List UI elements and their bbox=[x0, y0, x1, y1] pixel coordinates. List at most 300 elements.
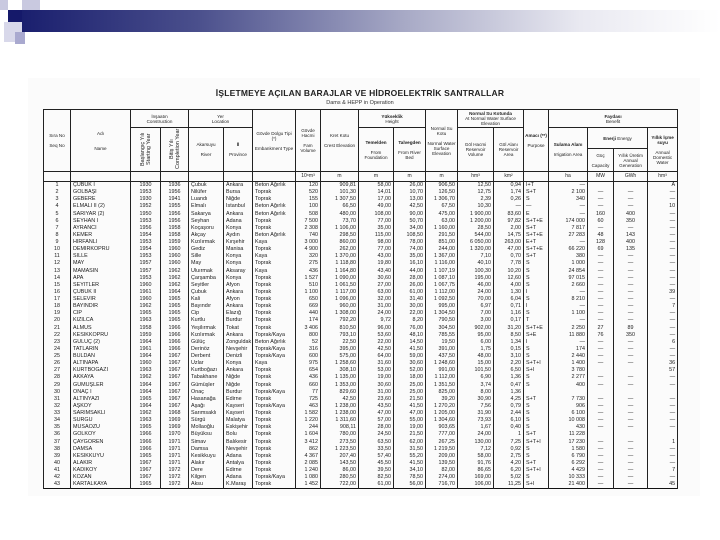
table-row bbox=[44, 346, 678, 353]
cell-purpose: S bbox=[524, 353, 549, 360]
decorative-square bbox=[15, 32, 25, 44]
cell-height-foundation: 96,00 bbox=[359, 325, 394, 332]
cell-start-year: 1966 bbox=[131, 439, 161, 446]
cell-purpose: S bbox=[524, 275, 549, 282]
cell-province: Konya bbox=[224, 275, 253, 282]
cell-height-riverbed: 35,00 bbox=[394, 253, 426, 260]
cell-height-riverbed: 78,50 bbox=[394, 474, 426, 481]
cell-domestic-water: — bbox=[648, 424, 678, 431]
cell-annual-generation: — bbox=[614, 453, 648, 460]
cell-irrigation-area: — bbox=[549, 239, 588, 246]
table-row bbox=[44, 353, 678, 360]
cell-capacity: — bbox=[588, 196, 614, 203]
cell-annual-generation: — bbox=[614, 474, 648, 481]
cell-irrigation-area: 4 429 bbox=[549, 467, 588, 474]
cell-reservoir-area: 6,10 bbox=[494, 417, 524, 424]
cell-annual-generation: — bbox=[614, 289, 648, 296]
cell-capacity bbox=[588, 367, 614, 374]
cell-irrigation-area: — bbox=[549, 303, 588, 310]
cell-height-riverbed: 55,00 bbox=[394, 417, 426, 424]
cell-river: Gümüşler bbox=[189, 382, 224, 389]
cell-name: AKKAYA bbox=[71, 374, 131, 381]
cell-height-riverbed: 42,50 bbox=[394, 203, 426, 210]
cell-height-foundation: 77,00 bbox=[359, 246, 394, 253]
col-capacity: Güç Capacity bbox=[588, 149, 614, 172]
cell-fill-volume: 174 bbox=[296, 317, 321, 324]
cell-name: KEMER bbox=[71, 232, 131, 239]
cell-name: AYRANCI bbox=[71, 225, 131, 232]
cell-province: Balıkesir bbox=[224, 439, 253, 446]
cell-province: Ankara bbox=[224, 332, 253, 339]
cell-crest-elevation: 262,00 bbox=[321, 246, 359, 253]
cell-annual-generation: 135 bbox=[614, 246, 648, 253]
cell-reservoir-area: 2,44 bbox=[494, 410, 524, 417]
cell-height-foundation: 64,00 bbox=[359, 353, 394, 360]
cell-embankment-type: Toprak/Kaya bbox=[253, 474, 296, 481]
cell-reservoir-volume: 2,39 bbox=[458, 196, 494, 203]
cell-name: GÜMÜŞLER bbox=[71, 382, 131, 389]
cell-reservoir-volume: 1 200,00 bbox=[458, 218, 494, 225]
cell-river: Akçay bbox=[189, 232, 224, 239]
cell-river: Çubuk bbox=[189, 289, 224, 296]
cell-embankment-type: Toprak bbox=[253, 189, 296, 196]
cell-end-year: 1972 bbox=[161, 481, 189, 489]
cell-capacity: — bbox=[588, 403, 614, 410]
cell-height-foundation: 43,00 bbox=[359, 253, 394, 260]
cell-normal-water-level: 906,50 bbox=[426, 182, 458, 190]
cell-capacity: — bbox=[588, 439, 614, 446]
cell-reservoir-volume: 12,75 bbox=[458, 189, 494, 196]
cell-normal-water-level: 1 367,00 bbox=[426, 253, 458, 260]
cell-reservoir-area: 0,92 bbox=[494, 446, 524, 453]
cell-height-riverbed: 14,50 bbox=[394, 339, 426, 346]
table-row bbox=[44, 467, 678, 474]
cell-domestic-water: 6 bbox=[648, 339, 678, 346]
cell-domestic-water: — bbox=[648, 189, 678, 196]
cell-domestic-water: — bbox=[648, 296, 678, 303]
cell-capacity: — bbox=[588, 474, 614, 481]
cell-annual-generation: — bbox=[614, 446, 648, 453]
table-row bbox=[44, 211, 678, 218]
table-row bbox=[44, 253, 678, 260]
cell-fill-volume: 2 085 bbox=[296, 460, 321, 467]
cell-height-foundation: 31,00 bbox=[359, 389, 394, 396]
cell-normal-water-level: 1 304,60 bbox=[426, 417, 458, 424]
cell-capacity: — bbox=[588, 303, 614, 310]
cell-embankment-type: Toprak bbox=[253, 410, 296, 417]
cell-embankment-type: Kaya bbox=[253, 268, 296, 275]
cell-height-foundation: 58,00 bbox=[359, 182, 394, 190]
cell-reservoir-volume: 30,90 bbox=[458, 396, 494, 403]
cell-domestic-water: — bbox=[648, 325, 678, 332]
cell-normal-water-level: 274,00 bbox=[426, 474, 458, 481]
cell-embankment-type: Toprak bbox=[253, 196, 296, 203]
cell-height-riverbed: 10,70 bbox=[394, 189, 426, 196]
cell-domestic-water: A bbox=[648, 182, 678, 190]
cell-annual-generation: — bbox=[614, 481, 648, 489]
cell-name: HİRFANLI bbox=[71, 239, 131, 246]
cell-purpose: S bbox=[524, 474, 549, 481]
col-at-normal-water-level: Normal Su Kotunda At Normal Water Surface Elevation bbox=[458, 110, 524, 128]
cell-river: May bbox=[189, 260, 224, 267]
cell-annual-generation: — bbox=[614, 253, 648, 260]
cell-crest-elevation: 101,30 bbox=[321, 189, 359, 196]
cell-name: GÖLBAŞI bbox=[71, 189, 131, 196]
cell-capacity bbox=[588, 182, 614, 190]
cell-fill-volume: 7 500 bbox=[296, 218, 321, 225]
cell-reservoir-volume: 1,75 bbox=[458, 346, 494, 353]
cell-start-year: 1964 bbox=[131, 353, 161, 360]
cell-province: Konya bbox=[224, 253, 253, 260]
cell-capacity: 27 bbox=[588, 325, 614, 332]
cell-crest-elevation: 22,50 bbox=[321, 339, 359, 346]
cell-seq-no: 28 bbox=[44, 374, 71, 381]
cell-embankment-type: Kaya bbox=[253, 360, 296, 367]
cell-name: MUSAÖZÜ bbox=[71, 424, 131, 431]
cell-capacity: — bbox=[588, 417, 614, 424]
table-row bbox=[44, 303, 678, 310]
cell-name: BAYINDIR bbox=[71, 303, 131, 310]
cell-crest-elevation: 1 308,00 bbox=[321, 310, 359, 317]
cell-province: Adana bbox=[224, 474, 253, 481]
cell-crest-elevation: 1 164,80 bbox=[321, 268, 359, 275]
cell-name: GEBERE bbox=[71, 196, 131, 203]
cell-river: Onaç bbox=[189, 389, 224, 396]
cell-seq-no: 16 bbox=[44, 289, 71, 296]
table-row bbox=[44, 403, 678, 410]
cell-start-year: 1953 bbox=[131, 189, 161, 196]
cell-seq-no: 24 bbox=[44, 346, 71, 353]
cell-end-year: 1955 bbox=[161, 203, 189, 210]
cell-end-year: 1959 bbox=[161, 239, 189, 246]
cell-fill-volume: 660 bbox=[296, 382, 321, 389]
cell-crest-elevation: 395,00 bbox=[321, 346, 359, 353]
cell-crest-elevation: 1 061,50 bbox=[321, 282, 359, 289]
cell-seq-no: 11 bbox=[44, 253, 71, 260]
cell-capacity: — bbox=[588, 353, 614, 360]
cell-purpose: S bbox=[524, 346, 549, 353]
cell-end-year: 1960 bbox=[161, 260, 189, 267]
cell-purpose: S bbox=[524, 424, 549, 431]
cell-height-foundation: 9,72 bbox=[359, 317, 394, 324]
cell-irrigation-area: 6 292 bbox=[549, 460, 588, 467]
cell-fill-volume: 100 bbox=[296, 203, 321, 210]
cell-name: KESİKKÖPRÜ bbox=[71, 332, 131, 339]
cell-capacity: — bbox=[588, 410, 614, 417]
cell-seq-no: 43 bbox=[44, 481, 71, 489]
cell-height-riverbed: 62,00 bbox=[394, 439, 426, 446]
cell-reservoir-area: 14,75 bbox=[494, 232, 524, 239]
cell-crest-elevation: 1 311,60 bbox=[321, 417, 359, 424]
cell-name: KESİKKUYU bbox=[71, 453, 131, 460]
cell-start-year: 1962 bbox=[131, 410, 161, 417]
table-row bbox=[44, 332, 678, 339]
cell-irrigation-area: 2 100 bbox=[549, 189, 588, 196]
cell-reservoir-volume: 3,00 bbox=[458, 317, 494, 324]
cell-end-year: 1956 bbox=[161, 218, 189, 225]
cell-reservoir-area: 1,36 bbox=[494, 389, 524, 396]
cell-normal-water-level: 437,50 bbox=[426, 353, 458, 360]
cell-seq-no: 26 bbox=[44, 360, 71, 367]
cell-reservoir-volume: 130,00 bbox=[458, 439, 494, 446]
cell-reservoir-volume: 1 320,00 bbox=[458, 246, 494, 253]
cell-river: Mollaoğlu bbox=[189, 424, 224, 431]
cell-capacity: — bbox=[588, 310, 614, 317]
cell-annual-generation: — bbox=[614, 417, 648, 424]
cell-fill-volume: 1 604 bbox=[296, 431, 321, 438]
cell-province: Niğde bbox=[224, 382, 253, 389]
cell-name: KURTBOĞAZI bbox=[71, 367, 131, 374]
cell-annual-generation: — bbox=[614, 396, 648, 403]
cell-start-year: 1959 bbox=[131, 332, 161, 339]
cell-reservoir-area: 0,79 bbox=[494, 403, 524, 410]
cell-river: Kızılırmak bbox=[189, 332, 224, 339]
cell-end-year: 1965 bbox=[161, 296, 189, 303]
cell-embankment-type: Toprak bbox=[253, 439, 296, 446]
cell-embankment-type: Toprak bbox=[253, 218, 296, 225]
cell-river: Uzlar bbox=[189, 360, 224, 367]
cell-seq-no: 7 bbox=[44, 225, 71, 232]
cell-seq-no: 41 bbox=[44, 467, 71, 474]
cell-height-riverbed: 25,00 bbox=[394, 389, 426, 396]
cell-name: ALTINYAZI bbox=[71, 396, 131, 403]
cell-province: Bolu bbox=[224, 431, 253, 438]
cell-crest-elevation: 1 258,60 bbox=[321, 360, 359, 367]
cell-reservoir-area: 0,26 bbox=[494, 196, 524, 203]
document-title: İŞLETMEYE AÇILAN BARAJLAR VE HİDROELEKTRİK SANTRALLAR bbox=[215, 88, 505, 98]
cell-start-year: 1964 bbox=[131, 382, 161, 389]
cell-annual-generation: — bbox=[614, 467, 648, 474]
cell-purpose: S+İ bbox=[524, 481, 549, 489]
cell-fill-volume: 1 220 bbox=[296, 417, 321, 424]
cell-irrigation-area: 174 bbox=[549, 346, 588, 353]
cell-end-year: 1956 bbox=[161, 211, 189, 218]
cell-reservoir-volume: 10,30 bbox=[458, 203, 494, 210]
cell-embankment-type: Toprak bbox=[253, 296, 296, 303]
unit-volume: 10⁶m³ bbox=[296, 172, 321, 182]
cell-fill-volume: 1 100 bbox=[296, 289, 321, 296]
cell-province: Adana bbox=[224, 218, 253, 225]
cell-start-year: 1964 bbox=[131, 403, 161, 410]
cell-river: Sille bbox=[189, 253, 224, 260]
cell-height-foundation: 57,00 bbox=[359, 417, 394, 424]
cell-province: Zonguldak bbox=[224, 339, 253, 346]
table-row bbox=[44, 182, 678, 190]
cell-start-year: 1967 bbox=[131, 460, 161, 467]
cell-name: MAY bbox=[71, 260, 131, 267]
cell-reservoir-area: 4,00 bbox=[494, 282, 524, 289]
cell-irrigation-area: 2 660 bbox=[549, 282, 588, 289]
cell-embankment-type: Toprak bbox=[253, 367, 296, 374]
cell-end-year: 1962 bbox=[161, 268, 189, 275]
cell-irrigation-area: — bbox=[549, 203, 588, 210]
cell-province: Edirne bbox=[224, 396, 253, 403]
cell-reservoir-volume: 1,67 bbox=[458, 424, 494, 431]
cell-seq-no: 20 bbox=[44, 317, 71, 324]
cell-reservoir-volume: 86,65 bbox=[458, 467, 494, 474]
cell-crest-elevation: 42,50 bbox=[321, 396, 359, 403]
cell-name: KIZILCA bbox=[71, 317, 131, 324]
cell-name: TATLARİN bbox=[71, 346, 131, 353]
cell-seq-no: 12 bbox=[44, 260, 71, 267]
cell-domestic-water: — bbox=[648, 239, 678, 246]
cell-start-year: 1950 bbox=[131, 211, 161, 218]
cell-purpose: S+İ bbox=[524, 367, 549, 374]
cell-province: Antalya bbox=[224, 460, 253, 467]
cell-river: Nilüfer bbox=[189, 189, 224, 196]
cell-reservoir-volume: 169,00 bbox=[458, 474, 494, 481]
cell-start-year: 1960 bbox=[131, 296, 161, 303]
cell-river: Damsa bbox=[189, 446, 224, 453]
cell-domestic-water: — bbox=[648, 474, 678, 481]
cell-reservoir-volume: 8,00 bbox=[458, 389, 494, 396]
cell-domestic-water: — bbox=[648, 382, 678, 389]
cell-province: Adana bbox=[224, 453, 253, 460]
cell-name: ALTINAPA bbox=[71, 360, 131, 367]
col-energy: Enerji Energy bbox=[588, 128, 648, 149]
cell-embankment-type: Toprak bbox=[253, 303, 296, 310]
unit-crest: m bbox=[321, 172, 359, 182]
cell-province: Niğde bbox=[224, 196, 253, 203]
cell-river: Derinöz bbox=[189, 346, 224, 353]
cell-irrigation-area: 3 780 bbox=[549, 367, 588, 374]
unit-nwl: m bbox=[426, 172, 458, 182]
cell-name: ÇAYGÖREN bbox=[71, 439, 131, 446]
cell-purpose: — bbox=[524, 203, 549, 210]
cell-reservoir-volume: 31,90 bbox=[458, 410, 494, 417]
table-row bbox=[44, 339, 678, 346]
cell-capacity: — bbox=[588, 253, 614, 260]
cell-crest-elevation: 792,20 bbox=[321, 317, 359, 324]
cell-normal-water-level: 1 205,00 bbox=[426, 410, 458, 417]
cell-start-year: 1952 bbox=[131, 203, 161, 210]
cell-irrigation-area: — bbox=[549, 289, 588, 296]
cell-start-year: 1964 bbox=[131, 339, 161, 346]
cell-end-year: 1971 bbox=[161, 446, 189, 453]
cell-river: Kilgen bbox=[189, 474, 224, 481]
cell-seq-no: 8 bbox=[44, 232, 71, 239]
cell-river: Dere bbox=[189, 467, 224, 474]
cell-capacity: — bbox=[588, 396, 614, 403]
cell-crest-elevation: 1 135,00 bbox=[321, 374, 359, 381]
cell-purpose: İ+T bbox=[524, 182, 549, 190]
cell-height-foundation: 63,00 bbox=[359, 289, 394, 296]
unit-hr: m bbox=[394, 172, 426, 182]
cell-height-riverbed: 21,50 bbox=[394, 431, 426, 438]
cell-capacity: — bbox=[588, 446, 614, 453]
cell-name: DEMİRKÖPRÜ bbox=[71, 246, 131, 253]
cell-normal-water-level: 63,00 bbox=[426, 218, 458, 225]
cell-start-year: 1966 bbox=[131, 431, 161, 438]
cell-normal-water-level: 995,00 bbox=[426, 303, 458, 310]
table-row bbox=[44, 446, 678, 453]
cell-start-year: 1953 bbox=[131, 239, 161, 246]
unit-rv: hm³ bbox=[458, 172, 494, 182]
cell-irrigation-area: 10 008 bbox=[549, 417, 588, 424]
table-row bbox=[44, 417, 678, 424]
cell-height-riverbed: 50,70 bbox=[394, 218, 426, 225]
cell-seq-no: 9 bbox=[44, 239, 71, 246]
unit-irr: ha bbox=[549, 172, 588, 182]
cell-capacity: — bbox=[588, 453, 614, 460]
cell-name: ALAKIR bbox=[71, 460, 131, 467]
cell-annual-generation bbox=[614, 431, 648, 438]
cell-annual-generation: 89 bbox=[614, 325, 648, 332]
cell-annual-generation: — bbox=[614, 410, 648, 417]
cell-seq-no: 13 bbox=[44, 268, 71, 275]
cell-crest-elevation: 860,00 bbox=[321, 239, 359, 246]
cell-fill-volume: 725 bbox=[296, 396, 321, 403]
cell-crest-elevation: 273,50 bbox=[321, 439, 359, 446]
cell-name: ONAÇ I bbox=[71, 389, 131, 396]
cell-domestic-water: — bbox=[648, 332, 678, 339]
cell-fill-volume: 120 bbox=[296, 182, 321, 190]
cell-annual-generation: 350 bbox=[614, 332, 648, 339]
cell-embankment-type: Toprak bbox=[253, 446, 296, 453]
cell-end-year: 1962 bbox=[161, 275, 189, 282]
cell-end-year: 1969 bbox=[161, 417, 189, 424]
cell-domestic-water: 39 bbox=[648, 289, 678, 296]
cell-crest-elevation: 143,50 bbox=[321, 460, 359, 467]
cell-crest-elevation: 909,81 bbox=[321, 182, 359, 190]
cell-reservoir-area: 0,71 bbox=[494, 303, 524, 310]
cell-height-riverbed: 59,00 bbox=[394, 353, 426, 360]
cell-crest-elevation: 780,00 bbox=[321, 431, 359, 438]
cell-reservoir-volume: 70,00 bbox=[458, 296, 494, 303]
cell-annual-generation: 350 bbox=[614, 218, 648, 225]
table-row bbox=[44, 232, 678, 239]
cell-reservoir-volume: 12,50 bbox=[458, 182, 494, 190]
table-row bbox=[44, 246, 678, 253]
cell-height-riverbed: 21,50 bbox=[394, 396, 426, 403]
cell-reservoir-volume: 15,00 bbox=[458, 360, 494, 367]
cell-irrigation-area: 24 854 bbox=[549, 268, 588, 275]
col-purpose: Amacı (**) Purpose bbox=[524, 110, 549, 172]
cell-fill-volume: 1 452 bbox=[296, 481, 321, 489]
cell-capacity: 128 bbox=[588, 239, 614, 246]
cell-annual-generation: — bbox=[614, 424, 648, 431]
cell-irrigation-area: 27 283 bbox=[549, 232, 588, 239]
cell-annual-generation: — bbox=[614, 460, 648, 467]
cell-embankment-type: Toprak/Kaya bbox=[253, 403, 296, 410]
cell-reservoir-area: 3,10 bbox=[494, 353, 524, 360]
cell-normal-water-level: 1 092,50 bbox=[426, 296, 458, 303]
cell-reservoir-area: 263,00 bbox=[494, 239, 524, 246]
cell-height-foundation: 98,00 bbox=[359, 239, 394, 246]
cell-seq-no: 3 bbox=[44, 196, 71, 203]
cell-embankment-type: Beton Ağırlık bbox=[253, 339, 296, 346]
cell-reservoir-area: 12,60 bbox=[494, 275, 524, 282]
cell-normal-water-level: 1 248,60 bbox=[426, 360, 458, 367]
cell-end-year: 1958 bbox=[161, 225, 189, 232]
cell-fill-volume: 463 bbox=[296, 403, 321, 410]
cell-irrigation-area: 8 210 bbox=[549, 296, 588, 303]
cell-reservoir-area: 5,02 bbox=[494, 474, 524, 481]
cell-height-foundation: 19,80 bbox=[359, 260, 394, 267]
cell-end-year: 1967 bbox=[161, 382, 189, 389]
cell-reservoir-volume: 101,50 bbox=[458, 367, 494, 374]
cell-name: AŞKÖY bbox=[71, 403, 131, 410]
cell-purpose: S+T bbox=[524, 396, 549, 403]
cell-irrigation-area: 340 bbox=[549, 196, 588, 203]
cell-purpose: S+T+E bbox=[524, 325, 549, 332]
cell-height-riverbed: 61,00 bbox=[394, 289, 426, 296]
cell-end-year: 1966 bbox=[161, 339, 189, 346]
cell-province: Ankara bbox=[224, 211, 253, 218]
cell-domestic-water: — bbox=[648, 282, 678, 289]
cell-province: Ankara bbox=[224, 289, 253, 296]
table-row bbox=[44, 367, 678, 374]
